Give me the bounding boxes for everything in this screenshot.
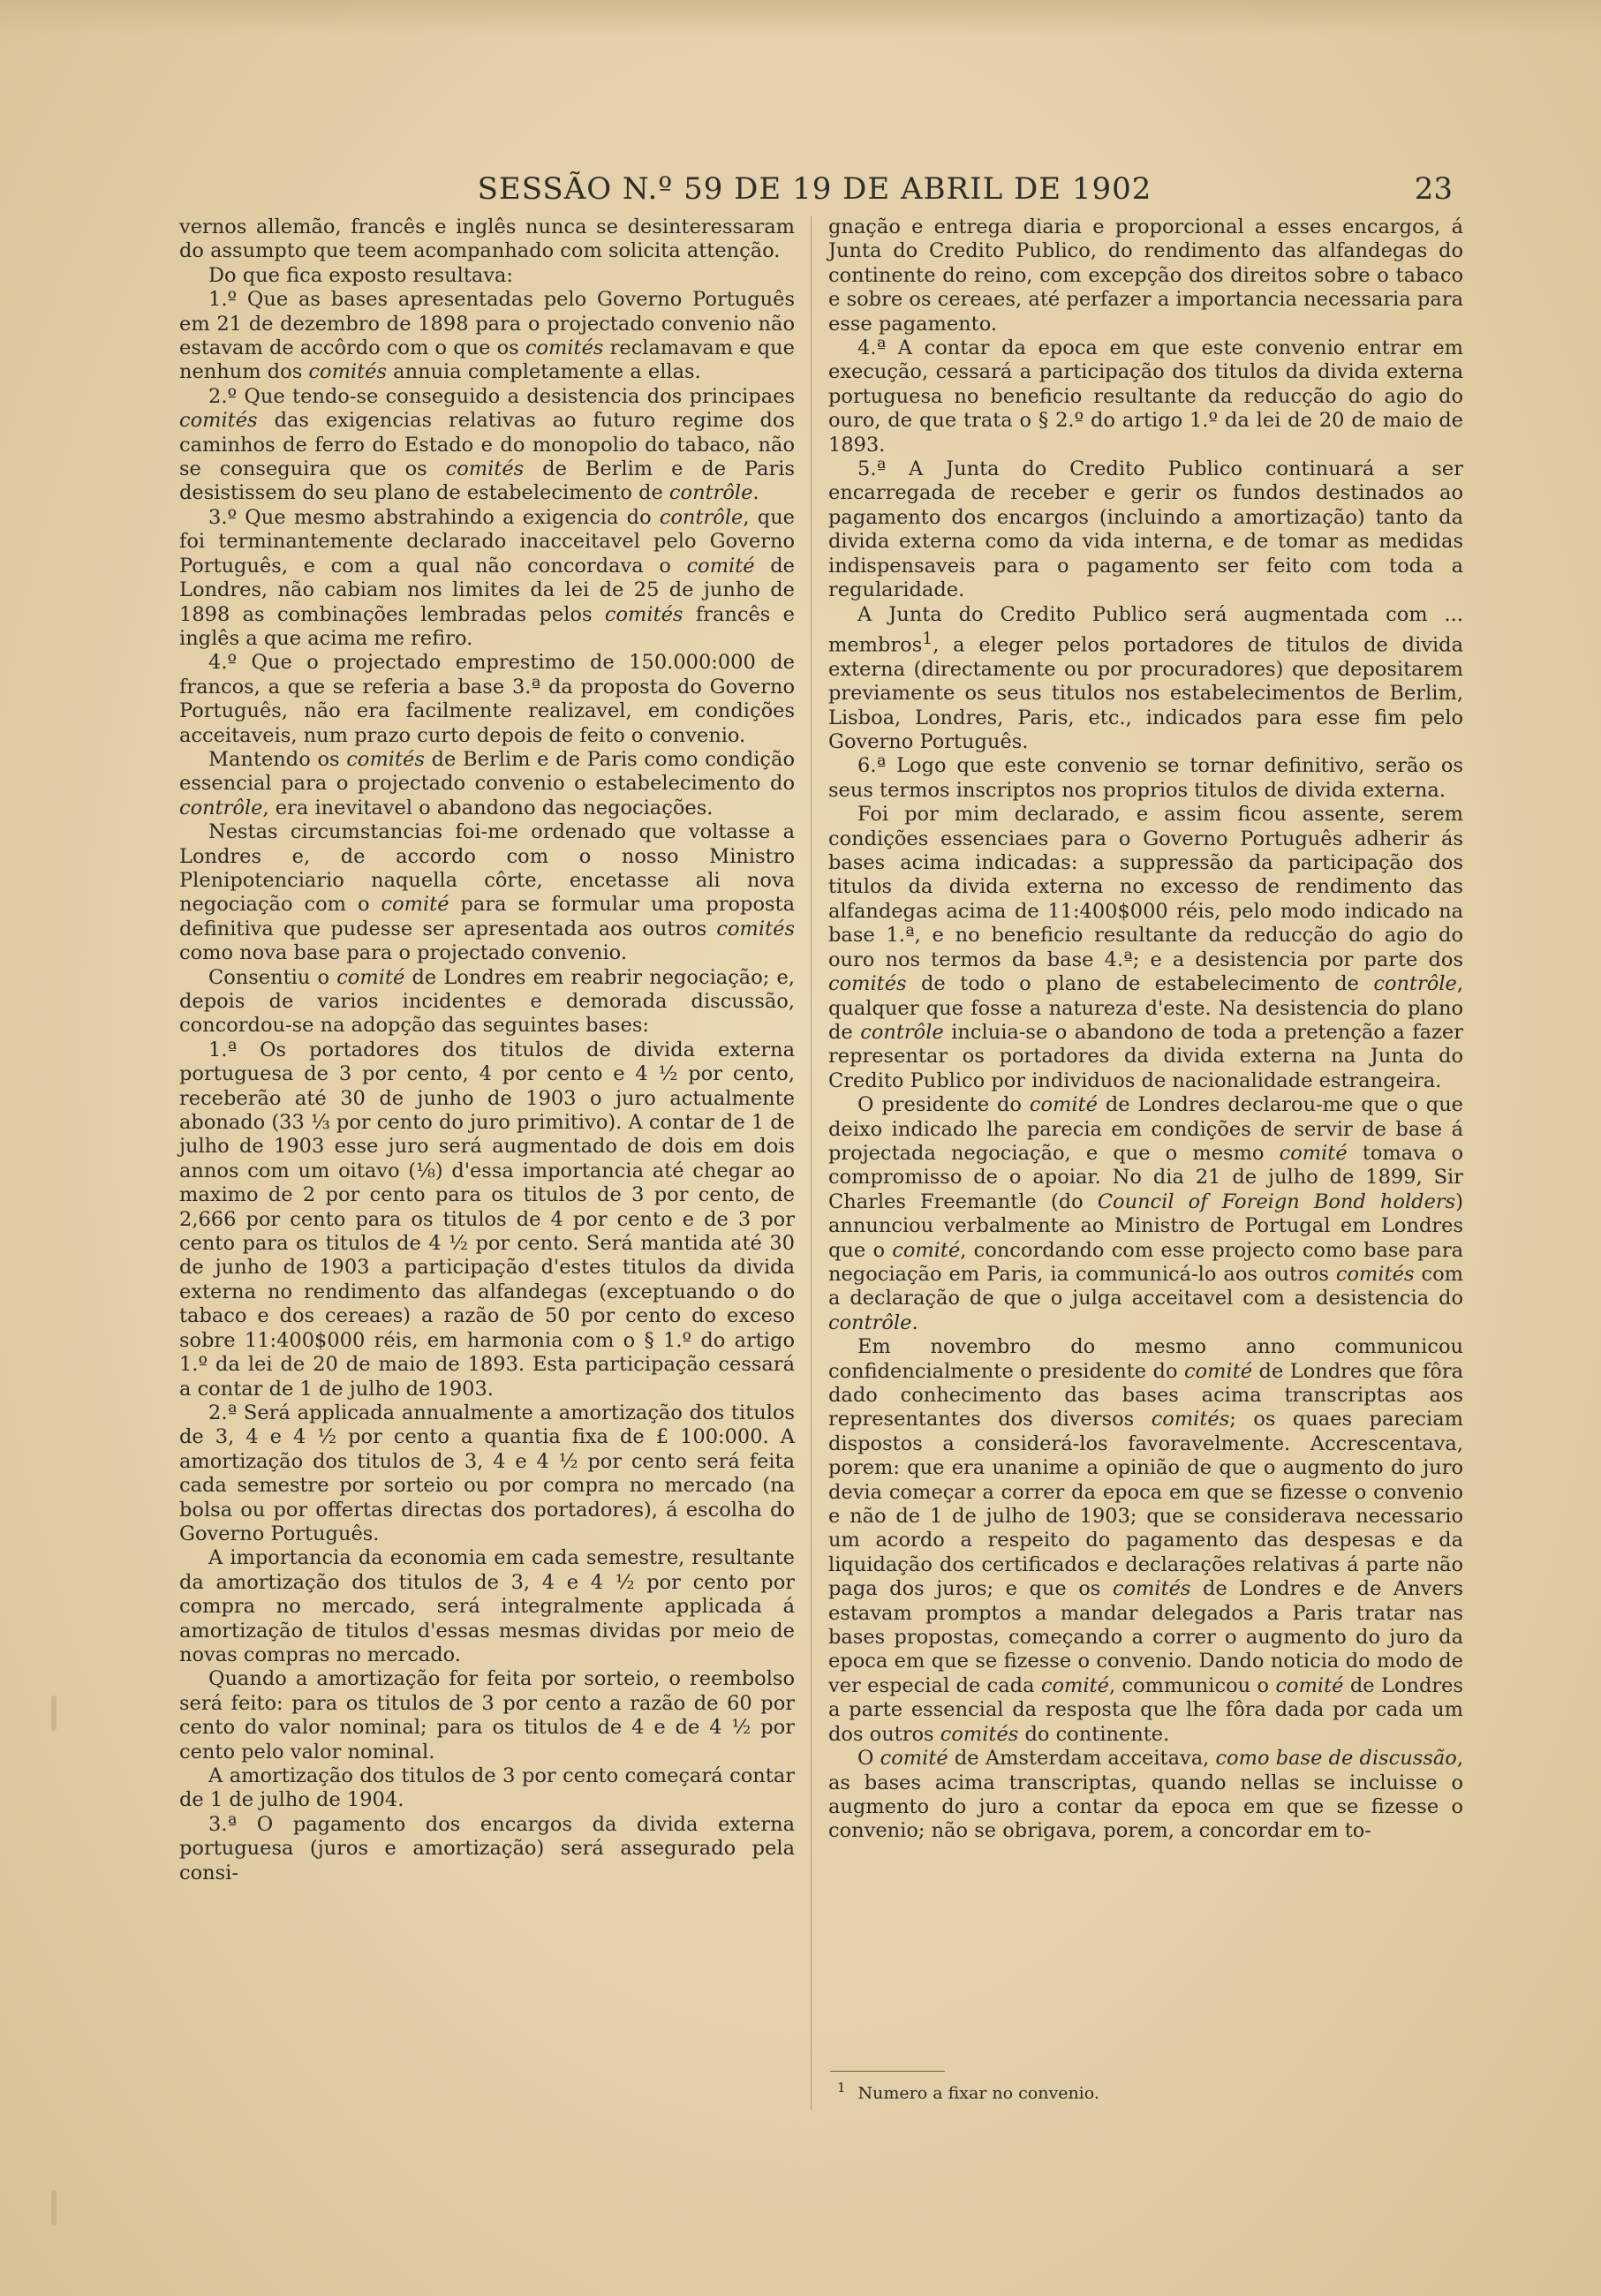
right-column [828,215,1463,1844]
paragraph: Foi por mim declarado, e assim ficou assente, serem condições essenciaes para o Governo Português adherir ás bases acima indicadas: a suppressão da participação dos titulos da divida externa no excesso de rendimento das alfandegas acima de 11:400$000 réis, pelo modo indicado na base 1.ª, e no beneficio resultante da reducção do agio do ouro nos termos da base 4.ª; e a desistencia por parte dos comités de todo o plano de estabelecimento de contrôle, qualquer que fosse a natureza d'este. Na desistencia do plano de contrôle incluia-se o abandono de toda a pretenção a fazer representar os portadores da divida externa na Junta do Credito Publico por individuos de nacionalidade estrangeira. [828,803,1463,1092]
left-column [179,215,795,1885]
paragraph: 5.ª A Junta do Credito Publico continuará a ser encarregada de receber e gerir os fundos destinados ao pagamento dos encargos (incluindo a amortização) tanto da divida externa como da vida interna, e de tomar as medidas indispensaveis para o pagamento ser feito com toda a regularidade. [828,457,1463,602]
paragraph: Nestas circumstancias foi-me ordenado que voltasse a Londres e, de accordo com o nosso Ministro Plenipotenciario naquella côrte, encetasse ali nova negociação com o comité para se formular uma proposta definitiva que pudesse ser apresentada aos outros comités como nova base para o projectado convenio. [179,820,795,965]
paragraph: 6.ª Logo que este convenio se tornar definitivo, serão os seus termos inscriptos nos proprios titulos de divida externa. [828,754,1463,802]
footnote-rule [830,2071,945,2072]
paragraph: Em novembro do mesmo anno communicou confidencialmente o presidente do comité de Londres que fôra dado conhecimento das bases acima transcriptas aos representantes dos diversos comités; os quaes pareciam dispostos a considerá-los favoravelmente. Accrescentava, porem: que era unanime a opinião de que o augmento do juro devia começar a correr da epoca em que se fizesse o convenio e não de 1 de julho de 1903; que se considerava necessario um acordo a respeito do pagamento das despesas e da liquidação dos certificados e declarações relativas á parte não paga dos juros; e que os comités de Londres e de Anvers estavam promptos a mandar delegados a Paris tratar nas bases propostas, começando a correr o augmento do juro da epoca em que se fizesse o convenio. Dando noticia do modo de ver especial de cada comité, communicou o comité de Londres a parte essencial da resposta que lhe fôra dada por cada um dos outros comités do continente. [828,1335,1463,1746]
paragraph: A amortização dos titulos de 3 por cento começará contar de 1 de julho de 1904. [179,1764,795,1812]
paragraph: vernos allemão, francês e inglês nunca se desinteressaram do assumpto que teem acompanhado com solicita attenção. [179,215,795,263]
paragraph: 1.º Que as bases apresentadas pelo Governo Português em 21 de dezembro de 1898 para o projectado convenio não estavam de accôrdo com o que os comités reclamavam e que nenhum dos comités annuia completamente a ellas. [179,288,795,384]
paragraph: 3.º Que mesmo abstrahindo a exigencia do contrôle, que foi terminantemente declarado inacceitavel pelo Governo Português, e com a qual não concordava o comité de Londres, não cabiam nos limites da lei de 25 de junho de 1898 as combinações lembradas pelos comités francês e inglês a que acima me refiro. [179,505,796,650]
footnote-mark: 1 [837,2080,846,2096]
paragraph: 3.ª O pagamento dos encargos da divida externa portuguesa (juros e amortização) será assegurado pela consi- [179,1812,795,1884]
paragraph: A Junta do Credito Publico será augmentada com ... membros$^1$, a eleger pelos portadores de titulos de divida externa (directamente ou por procuradores) que depositarem previamente os seus titulos nos estabelecimentos de Berlim, Lisboa, Londres, Paris, etc., indicados para esse fim pelo Governo Português. [828,602,1463,754]
binding-mark [51,2190,57,2225]
paragraph: Quando a amortização for feita por sorteio, o reembolso será feito: para os titulos de 3 por cento a razão de 60 por cento do valor nominal; para os titulos de 4 e de 4 ½ por cento pelo valor nominal. [179,1667,795,1764]
paragraph: 2.ª Será applicada annualmente a amortização dos titulos de 3, 4 e 4 ½ por cento a quantia fixa de £ 100:000. A amortização dos titulos de 3, 4 e 4 ½ por cento será feita cada semestre por sorteio ou por compra no mercado (na bolsa ou por offertas directas dos portadores), á escolha do Governo Português. [179,1401,795,1545]
paragraph: O presidente do comité de Londres declarou-me que o que deixo indicado lhe parecia em condições de servir de base á projectada negociação, e que o mesmo comité tomava o compromisso de o apoiar. No dia 21 de julho de 1899, Sir Charles Freemantle (do Council of Foreign Bond holders) annunciou verbalmente ao Ministro de Portugal em Londres que o comité, concordando com esse projecto como base para negociação em Paris, ia communicá-lo aos outros comités com a declaração de que o julga acceitavel com a desistencia do contrôle. [828,1093,1464,1334]
footnote-text: Numero a fixar no convenio. [857,2083,1099,2103]
running-header [177,171,1453,212]
paragraph: Mantendo os comités de Berlim e de Paris como condição essencial para o projectado convenio o estabelecimento do contrôle, era inevitavel o abandono das negociações. [179,747,795,819]
page-number: 23 [1414,171,1453,207]
paragraph: A importancia da economia em cada semestre, resultante da amortização dos titulos de 3, 4 e 4 ½ por cento por compra no mercado, será integralmente applicada á amortização de titulos d'essas mesmas dividas por meio de novas compras no mercado. [179,1546,795,1666]
paragraph: gnação e entrega diaria e proporcional a esses encargos, á Junta do Credito Publico, do rendimento das alfandegas do continente do reino, com excepção dos direitos sobre o tabaco e sobre os cereaes, até perfazer a importancia necessaria para esse pagamento. [828,215,1463,336]
session-title: SESSÃO N.º 59 DE 19 DE ABRIL DE 1902 [477,171,1152,207]
paragraph: O comité de Amsterdam acceitava, como base de discussão, as bases acima transcriptas, quando nellas se incluisse o augmento do juro a contar da epoca em que se fizesse o convenio; não se obrigava, porem, a concordar em to- [828,1747,1463,1843]
paragraph: Consentiu o comité de Londres em reabrir negociação; e, depois de varios incidentes e demorada discussão, concordou-se na adopção das seguintes bases: [179,965,795,1038]
paragraph: 1.ª Os portadores dos titulos de divida externa portuguesa de 3 por cento, 4 por cento e 4 ½ por cento, receberão até 30 de junho de 1903 o juro actualmente abonado (33 ⅓ por cento do juro primitivo). A contar de 1 de julho de 1903 esse juro será augmentado de dois em dois annos com um oitavo (⅛) d'essa importancia até chegar ao maximo de 2 por cento para os titulos de 3 por cento, de 2,666 por cento para os titulos de 4 por cento e de 3 por cento para os titulos de 4 ½ por cento. Será mantida até 30 de junho de 1903 a participação d'estes titulos da divida externa no rendimento das alfandegas (exceptuando o do tabaco e dos cereaes) a razão de 50 por cento do exceso sobre 11:400$000 réis, em harmonia com o § 1.º do artigo 1.º da lei de 20 de maio de 1893. Esta participação cessará a contar de 1 de julho de 1903. [179,1038,795,1401]
footnote [837,2077,1455,2103]
paragraph: Do que fica exposto resultava: [208,263,513,287]
paragraph: 2.º Que tendo-se conseguido a desistencia dos principaes comités das exigencias relativas ao futuro regime dos caminhos de ferro do Estado e do monopolio do tabaco, não se conseguira que os comités de Berlim e de Paris desistissem do seu plano de estabelecimento de contrôle. [179,384,795,505]
binding-mark [51,1696,57,1731]
column-divider [811,215,812,2110]
page-top-edge [0,0,1601,35]
paragraph: 4.º Que o projectado emprestimo de 150.000:000 de francos, a que se referia a base 3.ª da proposta do Governo Português, não era facilmente realizavel, em condições acceitaveis, num prazo curto depois de feito o convenio. [179,651,795,747]
paragraph: 4.ª A contar da epoca em que este convenio entrar em execução, cessará a participação dos titulos da divida externa portuguesa no beneficio resultante da reducção do agio do ouro, de que trata o § 2.º do artigo 1.º da lei de 20 de maio de 1893. [828,336,1463,457]
